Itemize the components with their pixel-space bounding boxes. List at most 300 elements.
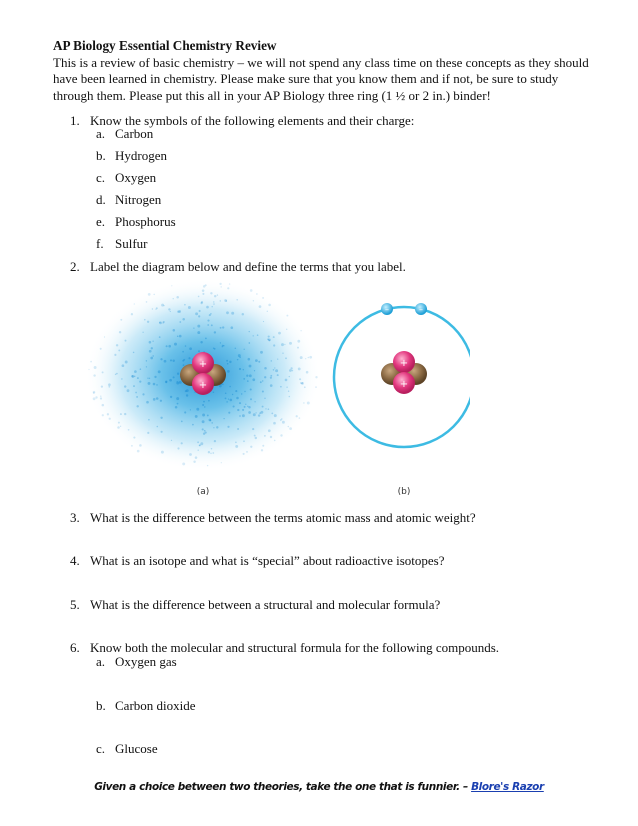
element-c-letter: c. bbox=[96, 170, 106, 185]
cloud-speckle bbox=[273, 369, 275, 371]
cloud-speckle bbox=[166, 345, 168, 347]
cloud-speckle bbox=[244, 406, 246, 408]
cloud-speckle bbox=[137, 450, 140, 453]
cloud-speckle bbox=[289, 396, 291, 398]
cloud-speckle bbox=[118, 349, 120, 351]
cloud-speckle bbox=[147, 432, 149, 434]
cloud-speckle bbox=[226, 360, 228, 362]
cloud-speckle bbox=[242, 313, 244, 315]
cloud-speckle bbox=[159, 322, 162, 325]
element-e-letter: e. bbox=[96, 214, 106, 229]
cloud-speckle bbox=[208, 400, 210, 402]
cloud-speckle bbox=[195, 415, 198, 418]
cloud-speckle bbox=[252, 428, 254, 430]
cloud-speckle bbox=[122, 364, 125, 367]
intro-paragraph: This is a review of basic chemistry – we will not spend any class time on these concepts as they should have been learned in chemistry. Please make sure that you know them and if not, be sure to study through them. Please put this all in your AP Biology three ring (1 ½ or 2 in.) binder! bbox=[53, 55, 589, 103]
cloud-speckle bbox=[306, 371, 309, 374]
question-4-number: 4. bbox=[70, 553, 80, 568]
cloud-speckle bbox=[152, 308, 153, 309]
cloud-speckle bbox=[120, 413, 122, 415]
cloud-speckle bbox=[140, 368, 142, 370]
cloud-speckle bbox=[133, 385, 135, 387]
cloud-speckle bbox=[253, 335, 254, 336]
cloud-speckle bbox=[268, 429, 271, 432]
cloud-speckle bbox=[125, 361, 128, 364]
cloud-speckle bbox=[120, 319, 122, 321]
cloud-speckle bbox=[116, 344, 118, 346]
cloud-speckle bbox=[119, 331, 121, 333]
cloud-speckle bbox=[233, 405, 235, 407]
cloud-speckle bbox=[228, 412, 230, 414]
cloud-speckle bbox=[156, 397, 159, 400]
cloud-speckle bbox=[160, 431, 162, 433]
cloud-speckle bbox=[292, 370, 293, 371]
cloud-speckle bbox=[262, 380, 263, 381]
cloud-speckle bbox=[116, 373, 118, 375]
cloud-speckle bbox=[213, 391, 215, 393]
cloud-speckle bbox=[184, 411, 186, 413]
cloud-speckle bbox=[250, 398, 252, 400]
cloud-speckle bbox=[181, 442, 183, 444]
cloud-speckle bbox=[270, 375, 272, 377]
cloud-speckle bbox=[161, 304, 164, 307]
cloud-speckle bbox=[252, 378, 255, 381]
cloud-speckle bbox=[185, 345, 187, 347]
cloud-speckle bbox=[214, 331, 216, 333]
cloud-speckle bbox=[255, 437, 257, 439]
element-e-name: Phosphorus bbox=[115, 214, 176, 229]
cloud-speckle bbox=[309, 356, 312, 359]
cloud-speckle bbox=[258, 361, 260, 363]
cloud-speckle bbox=[104, 336, 105, 337]
cloud-speckle bbox=[241, 393, 242, 394]
compound-c-name: Glucose bbox=[115, 741, 158, 756]
cloud-speckle bbox=[257, 334, 259, 336]
cloud-speckle bbox=[280, 419, 282, 421]
cloud-speckle bbox=[237, 409, 239, 411]
cloud-speckle bbox=[151, 347, 153, 349]
question-6-text: Know both the molecular and structural formula for the following compounds. bbox=[90, 640, 500, 655]
cloud-speckle bbox=[307, 402, 310, 405]
cloud-speckle bbox=[229, 399, 232, 402]
cloud-speckle bbox=[228, 399, 229, 400]
cloud-speckle bbox=[115, 374, 116, 375]
cloud-speckle bbox=[221, 462, 222, 463]
cloud-speckle bbox=[254, 401, 255, 402]
cloud-speckle bbox=[267, 311, 268, 312]
proton-sign: + bbox=[198, 359, 208, 370]
cloud-speckle bbox=[235, 348, 236, 349]
cloud-speckle bbox=[137, 377, 139, 379]
cloud-speckle bbox=[239, 368, 241, 370]
cloud-speckle bbox=[237, 428, 239, 430]
cloud-speckle bbox=[216, 426, 218, 428]
cloud-speckle bbox=[198, 296, 200, 298]
cloud-speckle bbox=[264, 435, 266, 437]
cloud-speckle bbox=[139, 444, 142, 447]
cloud-speckle bbox=[235, 390, 237, 392]
cloud-speckle bbox=[205, 337, 207, 339]
cloud-speckle bbox=[250, 289, 253, 292]
cloud-speckle bbox=[260, 351, 263, 354]
electron-cloud-model bbox=[85, 280, 321, 471]
cloud-speckle bbox=[212, 452, 214, 454]
cloud-speckle bbox=[286, 329, 287, 330]
cloud-speckle bbox=[301, 382, 304, 385]
cloud-speckle bbox=[281, 343, 284, 346]
cloud-speckle bbox=[227, 287, 229, 289]
cloud-speckle bbox=[239, 415, 241, 417]
cloud-speckle bbox=[270, 436, 272, 438]
figure-label-b: (b) bbox=[397, 487, 411, 497]
cloud-speckle bbox=[217, 294, 218, 295]
cloud-speckle bbox=[179, 321, 181, 323]
cloud-speckle bbox=[262, 406, 264, 408]
cloud-speckle bbox=[190, 409, 191, 410]
cloud-speckle bbox=[256, 293, 258, 295]
cloud-speckle bbox=[303, 402, 304, 403]
cloud-speckle bbox=[280, 386, 282, 388]
cloud-speckle bbox=[254, 370, 255, 371]
cloud-speckle bbox=[226, 401, 228, 403]
cloud-speckle bbox=[171, 440, 172, 441]
cloud-speckle bbox=[131, 375, 133, 377]
element-c-name: Oxygen bbox=[115, 170, 157, 185]
cloud-speckle bbox=[94, 366, 97, 369]
cloud-speckle bbox=[161, 451, 164, 454]
cloud-speckle bbox=[197, 331, 200, 334]
cloud-speckle bbox=[136, 405, 138, 407]
cloud-speckle bbox=[177, 373, 179, 375]
cloud-speckle bbox=[160, 400, 162, 402]
cloud-speckle bbox=[202, 420, 205, 423]
cloud-speckle bbox=[221, 286, 222, 287]
cloud-speckle bbox=[192, 424, 194, 426]
cloud-speckle bbox=[182, 462, 185, 465]
cloud-speckle bbox=[134, 376, 136, 378]
cloud-speckle bbox=[182, 351, 184, 353]
cloud-speckle bbox=[273, 336, 275, 338]
cloud-speckle bbox=[273, 344, 275, 346]
cloud-speckle bbox=[160, 358, 162, 360]
cloud-speckle bbox=[207, 414, 209, 416]
cloud-speckle bbox=[181, 421, 183, 423]
cloud-speckle bbox=[289, 342, 292, 345]
cloud-speckle bbox=[208, 451, 210, 453]
electron-sign: – bbox=[419, 305, 423, 314]
cloud-speckle bbox=[249, 374, 252, 377]
cloud-speckle bbox=[200, 341, 202, 343]
question-3-text: What is the difference between the terms atomic mass and atomic weight? bbox=[90, 510, 476, 525]
cloud-speckle bbox=[258, 414, 260, 416]
cloud-speckle bbox=[182, 360, 184, 362]
cloud-speckle bbox=[95, 396, 97, 398]
cloud-speckle bbox=[244, 391, 245, 392]
cloud-speckle bbox=[142, 332, 143, 333]
cloud-speckle bbox=[244, 349, 245, 350]
cloud-speckle bbox=[253, 300, 254, 301]
cloud-speckle bbox=[259, 305, 262, 308]
question-1-text: Know the symbols of the following elements and their charge: bbox=[90, 113, 415, 128]
cloud-speckle bbox=[274, 440, 276, 442]
cloud-speckle bbox=[243, 453, 245, 455]
cloud-speckle bbox=[247, 406, 248, 407]
cloud-speckle bbox=[131, 445, 133, 447]
cloud-speckle bbox=[223, 345, 225, 347]
cloud-speckle bbox=[153, 398, 156, 401]
cloud-speckle bbox=[133, 437, 135, 439]
cloud-speckle bbox=[100, 348, 102, 350]
cloud-speckle bbox=[249, 365, 252, 368]
cloud-speckle bbox=[186, 394, 188, 396]
cloud-speckle bbox=[183, 364, 185, 366]
compound-b-letter: b. bbox=[96, 698, 106, 713]
cloud-speckle bbox=[193, 461, 195, 463]
cloud-speckle bbox=[156, 384, 158, 386]
cloud-speckle bbox=[260, 411, 263, 414]
cloud-speckle bbox=[204, 406, 205, 407]
cloud-speckle bbox=[197, 441, 199, 443]
cloud-speckle bbox=[108, 386, 110, 388]
cloud-speckle bbox=[146, 301, 148, 303]
cloud-speckle bbox=[148, 293, 151, 296]
cloud-speckle bbox=[170, 359, 172, 361]
cloud-speckle bbox=[133, 352, 135, 354]
cloud-speckle bbox=[220, 342, 221, 343]
cloud-speckle bbox=[124, 385, 126, 387]
cloud-speckle bbox=[193, 327, 194, 328]
cloud-speckle bbox=[198, 350, 200, 352]
cloud-speckle bbox=[298, 367, 301, 370]
cloud-speckle bbox=[207, 320, 209, 322]
cloud-speckle bbox=[175, 406, 178, 409]
cloud-speckle bbox=[100, 397, 102, 399]
cloud-speckle bbox=[213, 301, 214, 302]
cloud-speckle bbox=[270, 384, 273, 387]
cloud-speckle bbox=[188, 357, 190, 359]
cloud-speckle bbox=[245, 404, 246, 405]
cloud-speckle bbox=[262, 297, 264, 299]
proton-sign: + bbox=[399, 358, 409, 369]
cloud-speckle bbox=[164, 360, 167, 363]
cloud-speckle bbox=[207, 324, 209, 326]
cloud-speckle bbox=[225, 392, 227, 394]
cloud-speckle bbox=[197, 325, 200, 328]
cloud-speckle bbox=[278, 332, 281, 335]
cloud-speckle bbox=[222, 326, 224, 328]
cloud-speckle bbox=[118, 422, 120, 424]
cloud-speckle bbox=[88, 369, 89, 370]
question-4-text: What is an isotope and what is “special” about radioactive isotopes? bbox=[90, 553, 445, 568]
cloud-speckle bbox=[280, 434, 282, 436]
cloud-speckle bbox=[174, 343, 177, 346]
footer-quote-text: Given a choice between two theories, take the one that is funnier. – bbox=[94, 781, 472, 793]
cloud-speckle bbox=[199, 310, 201, 312]
proton-sign: + bbox=[198, 380, 208, 391]
cloud-speckle bbox=[100, 396, 101, 397]
cloud-speckle bbox=[139, 380, 141, 382]
cloud-speckle bbox=[189, 453, 192, 456]
cloud-speckle bbox=[90, 361, 92, 363]
cloud-speckle bbox=[93, 392, 95, 394]
cloud-speckle bbox=[177, 310, 179, 312]
proton-sign: + bbox=[399, 379, 409, 390]
element-b-name: Hydrogen bbox=[115, 148, 167, 163]
cloud-speckle bbox=[149, 341, 152, 344]
cloud-speckle bbox=[231, 312, 234, 315]
cloud-speckle bbox=[288, 391, 289, 392]
cloud-speckle bbox=[227, 363, 229, 365]
cloud-speckle bbox=[120, 426, 121, 427]
cloud-speckle bbox=[158, 370, 161, 373]
cloud-speckle bbox=[282, 421, 285, 424]
cloud-speckle bbox=[188, 306, 191, 309]
cloud-speckle bbox=[93, 374, 95, 376]
footer-source-link[interactable]: Blore's Razor bbox=[471, 781, 544, 793]
cloud-speckle bbox=[297, 340, 300, 343]
cloud-speckle bbox=[149, 350, 152, 353]
cloud-speckle bbox=[315, 376, 317, 378]
cloud-speckle bbox=[153, 294, 155, 296]
cloud-speckle bbox=[289, 427, 292, 430]
cloud-speckle bbox=[203, 285, 206, 288]
cloud-speckle bbox=[128, 429, 130, 431]
cloud-speckle bbox=[220, 327, 222, 329]
cloud-speckle bbox=[290, 367, 292, 369]
cloud-speckle bbox=[102, 371, 104, 373]
cloud-speckle bbox=[248, 358, 251, 361]
cloud-speckle bbox=[114, 354, 116, 356]
question-3-number: 3. bbox=[70, 510, 80, 525]
cloud-speckle bbox=[296, 415, 298, 417]
cloud-speckle bbox=[223, 418, 224, 419]
cloud-speckle bbox=[249, 331, 250, 332]
cloud-speckle bbox=[207, 465, 208, 466]
cloud-speckle bbox=[176, 382, 179, 385]
cloud-speckle bbox=[199, 445, 200, 446]
cloud-speckle bbox=[289, 376, 290, 377]
element-d-name: Nitrogen bbox=[115, 192, 162, 207]
cloud-speckle bbox=[243, 369, 244, 370]
cloud-speckle bbox=[273, 422, 276, 425]
cloud-speckle bbox=[248, 406, 250, 408]
cloud-speckle bbox=[153, 383, 156, 386]
cloud-speckle bbox=[236, 299, 238, 301]
cloud-speckle bbox=[246, 451, 248, 453]
cloud-speckle bbox=[261, 449, 263, 451]
cloud-speckle bbox=[300, 356, 303, 359]
cloud-speckle bbox=[265, 408, 266, 409]
cloud-speckle bbox=[271, 413, 273, 415]
cloud-speckle bbox=[268, 336, 270, 338]
cloud-speckle bbox=[202, 414, 205, 417]
element-b-letter: b. bbox=[96, 148, 106, 163]
cloud-speckle bbox=[271, 360, 273, 362]
cloud-speckle bbox=[277, 374, 279, 376]
cloud-speckle bbox=[184, 304, 186, 306]
cloud-speckle bbox=[219, 283, 221, 285]
cloud-speckle bbox=[195, 456, 198, 459]
cloud-speckle bbox=[274, 367, 275, 368]
cloud-speckle bbox=[202, 293, 204, 295]
compound-b-name: Carbon dioxide bbox=[115, 698, 196, 713]
cloud-speckle bbox=[250, 388, 252, 390]
cloud-speckle bbox=[220, 300, 222, 302]
cloud-speckle bbox=[229, 283, 230, 284]
cloud-speckle bbox=[107, 413, 109, 415]
cloud-speckle bbox=[304, 386, 306, 388]
cloud-speckle bbox=[173, 298, 174, 299]
cloud-speckle bbox=[268, 338, 271, 341]
cloud-speckle bbox=[170, 396, 172, 398]
cloud-speckle bbox=[152, 341, 153, 342]
cloud-speckle bbox=[299, 417, 301, 419]
cloud-speckle bbox=[242, 409, 244, 411]
cloud-speckle bbox=[253, 413, 256, 416]
cloud-speckle bbox=[196, 408, 199, 411]
cloud-speckle bbox=[232, 394, 233, 395]
cloud-speckle bbox=[229, 386, 231, 388]
cloud-speckle bbox=[146, 366, 147, 367]
cloud-speckle bbox=[176, 397, 179, 400]
cloud-speckle bbox=[284, 344, 285, 345]
cloud-speckle bbox=[225, 398, 227, 400]
cloud-speckle bbox=[268, 408, 270, 410]
cloud-speckle bbox=[255, 412, 256, 413]
cloud-speckle bbox=[159, 336, 161, 338]
cloud-speckle bbox=[149, 378, 150, 379]
cloud-speckle bbox=[202, 404, 204, 406]
element-f-name: Sulfur bbox=[115, 236, 148, 251]
cloud-speckle bbox=[179, 335, 182, 338]
cloud-speckle bbox=[125, 340, 127, 342]
cloud-speckle bbox=[173, 329, 176, 332]
cloud-speckle bbox=[226, 311, 229, 314]
cloud-speckle bbox=[247, 380, 249, 382]
question-2-text: Label the diagram below and define the terms that you label. bbox=[90, 259, 406, 274]
cloud-speckle bbox=[127, 389, 130, 392]
cloud-speckle bbox=[173, 376, 175, 378]
cloud-speckle bbox=[214, 440, 216, 442]
cloud-speckle bbox=[275, 369, 278, 372]
cloud-speckle bbox=[242, 414, 245, 417]
orbital-model bbox=[334, 303, 470, 447]
cloud-speckle bbox=[246, 375, 248, 377]
cloud-speckle bbox=[211, 324, 213, 326]
element-f-letter: f. bbox=[96, 236, 104, 251]
cloud-speckle bbox=[264, 367, 267, 370]
cloud-speckle bbox=[148, 419, 150, 421]
cloud-speckle bbox=[121, 378, 122, 379]
cloud-speckle bbox=[250, 446, 252, 448]
cloud-speckle bbox=[171, 285, 172, 286]
cloud-speckle bbox=[254, 435, 256, 437]
cloud-speckle bbox=[179, 381, 182, 384]
cloud-speckle bbox=[160, 417, 162, 419]
cloud-speckle bbox=[134, 303, 135, 304]
compound-c-letter: c. bbox=[96, 741, 106, 756]
cloud-speckle bbox=[148, 382, 151, 385]
cloud-speckle bbox=[255, 359, 258, 362]
cloud-speckle bbox=[286, 386, 287, 387]
cloud-speckle bbox=[286, 315, 288, 317]
cloud-speckle bbox=[264, 398, 265, 399]
cloud-speckle bbox=[235, 445, 238, 448]
cloud-speckle bbox=[299, 378, 301, 380]
cloud-speckle bbox=[285, 379, 288, 382]
cloud-speckle bbox=[200, 442, 203, 445]
question-2-number: 2. bbox=[70, 259, 80, 274]
